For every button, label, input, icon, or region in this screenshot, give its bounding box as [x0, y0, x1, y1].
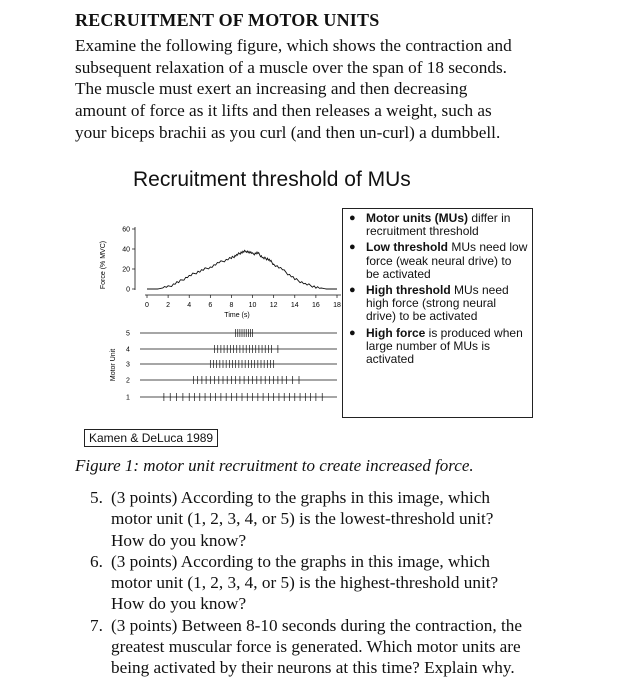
force-axis-label: Force (% MVC)	[100, 240, 107, 290]
bullet-item	[349, 241, 528, 281]
intro-line: amount of force as it lifts and then releases a weight, such as	[75, 101, 492, 121]
question-line: motor unit (1, 2, 3, 4, or 5) is the highest-threshold unit?	[111, 573, 499, 593]
question-line: (3 points) According to the graphs in this image, which	[111, 488, 491, 507]
question-item	[90, 487, 560, 551]
bullet-icon: ●	[349, 212, 356, 224]
time-axis-label: Time (s)	[224, 312, 250, 319]
motor-unit-label: 3	[126, 361, 130, 369]
x-tick-label: 18	[333, 302, 341, 309]
y-tick-label: 0	[126, 286, 130, 294]
bullet-icon: ●	[349, 326, 356, 339]
question-line: motor unit (1, 2, 3, 4, or 5) is the lowest-threshold unit?	[111, 509, 494, 529]
bullet-item	[349, 284, 528, 324]
x-tick-label: 6	[208, 302, 213, 309]
force-chart	[100, 227, 341, 320]
question-item	[90, 615, 560, 679]
question-line: How do you know?	[111, 594, 247, 614]
bullet-text: MUs need low force (weak neural drive) to be activated	[366, 240, 528, 281]
motor-unit-label: 2	[126, 377, 130, 385]
bullet-icon: ●	[349, 284, 356, 297]
x-tick-label: 14	[290, 302, 299, 309]
bullet-bold: High threshold	[366, 283, 451, 298]
bullet-item	[349, 327, 528, 367]
page-title: RECRUITMENT OF MOTOR UNITS	[75, 10, 380, 30]
motor-unit-label: 1	[126, 394, 130, 402]
intro-line: The muscle must exert an increasing and then decreasing	[75, 79, 468, 99]
bullet-bold: High force	[366, 325, 426, 340]
bullet-text: differ in recruitment threshold	[366, 211, 511, 239]
bullet-bold: Low threshold	[366, 240, 448, 255]
question-list	[90, 487, 560, 679]
question-line: being activated by their neurons at this time? Explain why.	[111, 658, 515, 678]
question-number: 7.	[90, 615, 103, 635]
bullet-box	[342, 208, 533, 418]
motor-unit-raster	[110, 329, 337, 402]
bullet-icon: ●	[349, 241, 356, 254]
x-tick-label: 10	[248, 302, 257, 309]
intro-line: your biceps brachii as you curl (and then un-curl) a dumbbell.	[75, 122, 501, 142]
bullet-bold: Motor units (MUs)	[366, 211, 468, 225]
intro-paragraph	[75, 35, 575, 144]
y-tick-label: 60	[122, 226, 130, 234]
motor-unit-axis-label: Motor Unit	[110, 348, 117, 382]
force-series-line	[147, 250, 337, 289]
bullet-text: MUs need high force (strong neural drive) to be activated	[366, 283, 509, 324]
x-tick-label: 16	[311, 302, 320, 309]
bullet-text: is produced when large number of MUs is activated	[366, 325, 523, 367]
motor-unit-label: 4	[126, 346, 130, 354]
bullet-item	[349, 212, 528, 238]
question-number: 6.	[90, 551, 103, 571]
question-number: 5.	[90, 488, 103, 507]
y-tick-label: 40	[122, 246, 130, 254]
question-item	[90, 551, 560, 615]
x-tick-label: 0	[145, 302, 149, 309]
question-line: (3 points) According to the graphs in this image, which	[111, 551, 491, 571]
x-tick-label: 12	[269, 302, 278, 309]
x-tick-label: 2	[166, 302, 171, 309]
question-line: greatest muscular force is generated. Which motor units are	[111, 637, 521, 657]
figure-title: Recruitment threshold of MUs	[133, 168, 411, 191]
motor-unit-label: 5	[126, 330, 130, 338]
question-line: How do you know?	[111, 530, 247, 550]
citation-box: Kamen & DeLuca 1989	[84, 429, 218, 447]
y-tick-label: 20	[122, 266, 130, 274]
intro-line: Examine the following figure, which shows the contraction and	[75, 36, 512, 55]
figure-graphs	[95, 215, 345, 415]
intro-line: subsequent relaxation of a muscle over the span of 18 seconds.	[75, 57, 507, 77]
x-tick-label: 4	[187, 302, 192, 309]
question-line: (3 points) Between 8-10 seconds during the contraction, the	[111, 615, 522, 635]
figure-caption: Figure 1: motor unit recruitment to create increased force.	[75, 456, 474, 475]
x-tick-label: 8	[229, 302, 234, 309]
